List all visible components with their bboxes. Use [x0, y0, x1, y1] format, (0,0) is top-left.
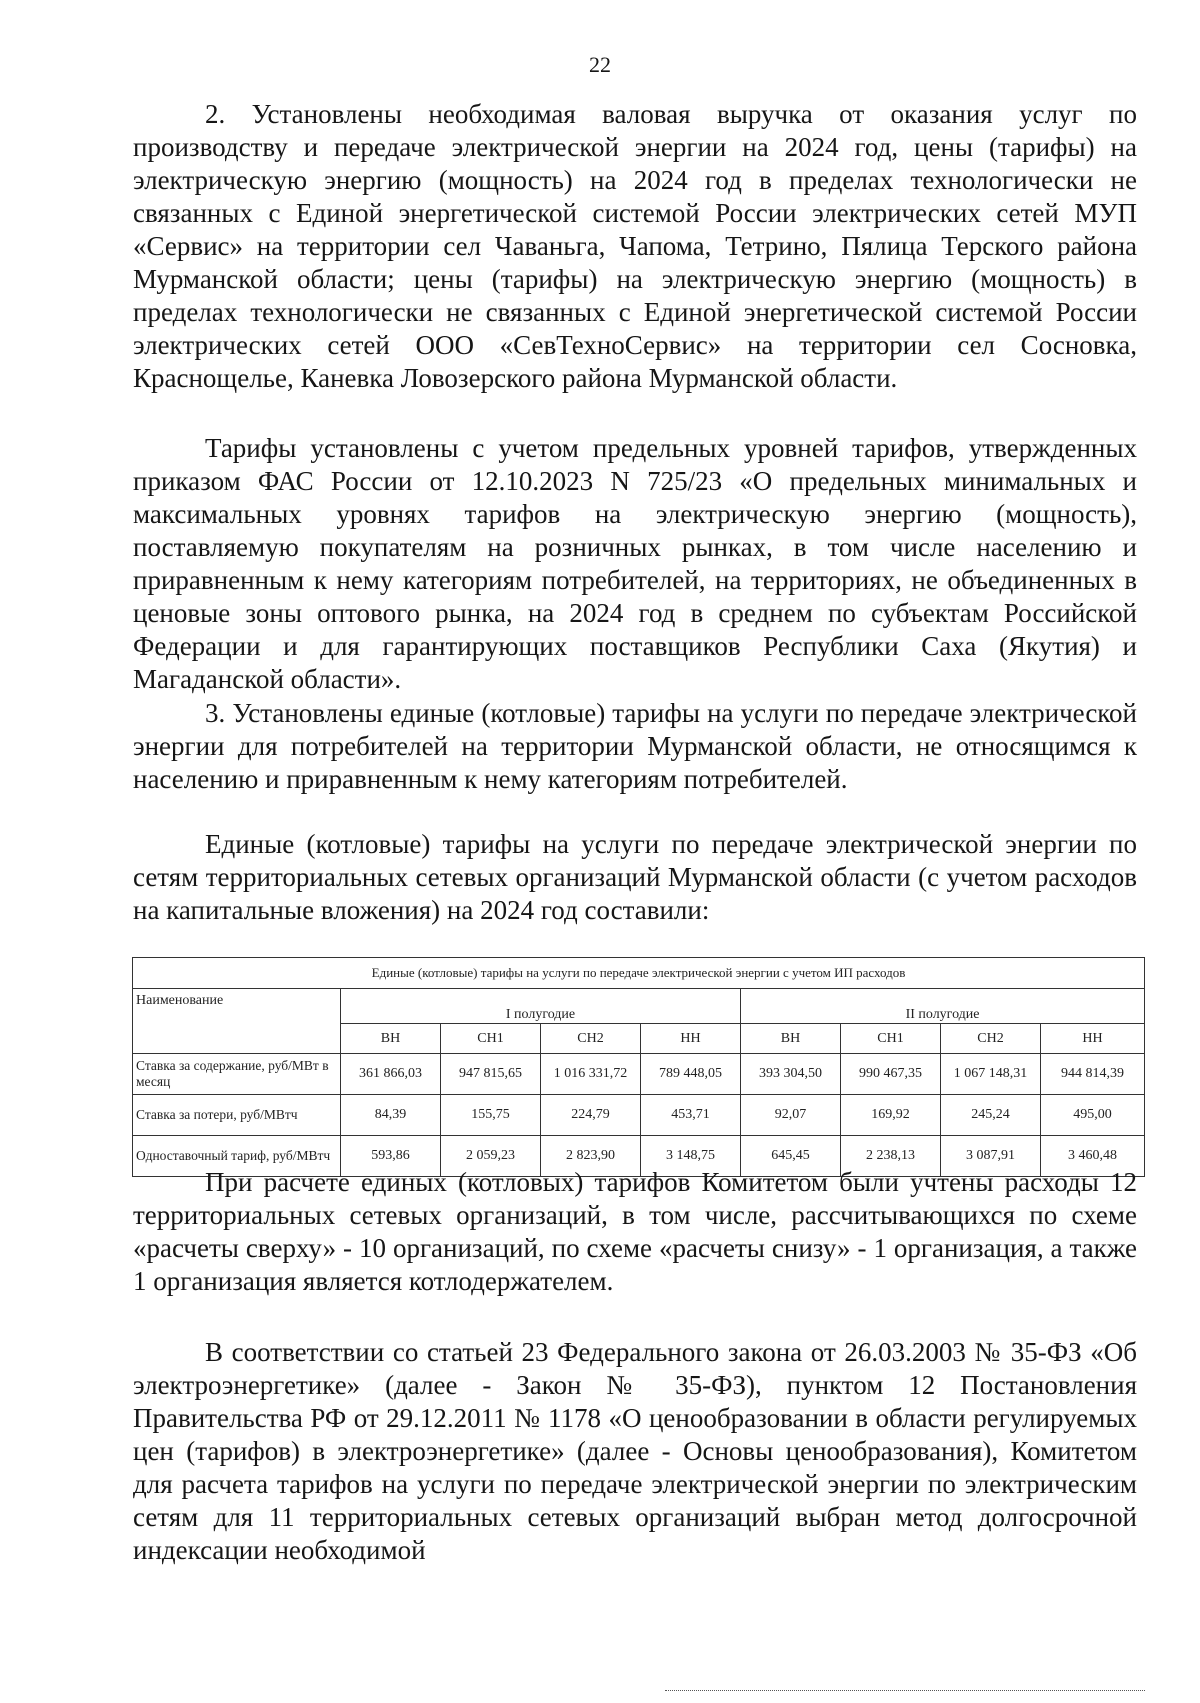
table-cell: 155,75: [441, 1095, 541, 1136]
table-cell: 393 304,50: [741, 1054, 841, 1095]
name-column-header: Наименование: [133, 989, 341, 1054]
table-cell: 169,92: [841, 1095, 941, 1136]
column-header: СН1: [441, 1024, 541, 1054]
second-half-year-header: II полугодие: [741, 989, 1145, 1024]
table-cell: 947 815,65: [441, 1054, 541, 1095]
table-cell: 1 067 148,31: [941, 1054, 1041, 1095]
table-cell: 2 238,13: [841, 1136, 941, 1177]
table-cell: 92,07: [741, 1095, 841, 1136]
paragraph-2: 2. Установлены необходимая валовая выручка от оказания услуг по производству и передаче электрической энергии на 2024 год, цены (тарифы) на электрическую энергию (мощность) на 2024 год в пределах технологически не связанных с Единой энергетической системой России электрических сетей МУП «Сервис» на территории сел Чаваньга, Чапома, Тетрино, Пялица Терского района Мурманской области; цены (тарифы) на электрическую энергию (мощность) в пределах технологически не связанных с Единой энергетической системой России электрических сетей ООО «СевТехноСервис» на территории сел Сосновка, Краснощелье, Каневка Ловозерского района Мурманской области.: [133, 99, 1137, 393]
table-cell: 990 467,35: [841, 1054, 941, 1095]
table-cell: 645,45: [741, 1136, 841, 1177]
column-header: ВН: [741, 1024, 841, 1054]
page-bottom-line: [665, 1690, 1145, 1691]
table-row: [133, 1054, 1145, 1095]
table-cell: 1 016 331,72: [541, 1054, 641, 1095]
paragraph-calculation: При расчете единых (котловых) тарифов Комитетом были учтены расходы 12 территориальных сетевых организаций, в том числе, рассчитывающихся по схеме «расчеты сверху» - 10 организаций, по схеме «расчеты снизу» - 1 организация, а также 1 организация является котлодержателем.: [133, 1167, 1137, 1296]
table-cell: 361 866,03: [341, 1054, 441, 1095]
paragraph-law-reference: В соответствии со статьей 23 Федерального закона от 26.03.2003 № 35-ФЗ «Об электроэнергетике» (далее - Закон № 35-ФЗ), пунктом 12 Постановления Правительства РФ от 29.12.2011 № 1178 «О ценообразовании в области регулируемых цен (тарифов) в электроэнергетике» (далее - Основы ценообразования), Комитетом для расчета тарифов на услуги по передаче электрической энергии по электрическим сетям для 11 территориальных сетевых организаций выбран метод долгосрочной индексации необходимой: [133, 1337, 1137, 1565]
row-label: Одноставочный тариф, руб/МВтч: [133, 1136, 341, 1177]
table-cell: 84,39: [341, 1095, 441, 1136]
row-label: Ставка за содержание, руб/МВт в месяц: [133, 1054, 341, 1095]
first-half-year-header: I полугодие: [341, 989, 741, 1024]
column-header: НН: [1041, 1024, 1145, 1054]
table-cell: 495,00: [1041, 1095, 1145, 1136]
table-row: [133, 1095, 1145, 1136]
paragraph-boiler-tariffs: Единые (котловые) тарифы на услуги по передаче электрической энергии по сетям территориальных сетевых организаций Мурманской области (с учетом расходов на капитальные вложения) на 2024 год составили:: [133, 829, 1137, 925]
table-cell: 3 087,91: [941, 1136, 1041, 1177]
table-cell: 789 448,05: [641, 1054, 741, 1095]
column-header: СН2: [541, 1024, 641, 1054]
column-header: СН1: [841, 1024, 941, 1054]
table-cell: 224,79: [541, 1095, 641, 1136]
page-number: 22: [589, 52, 611, 77]
paragraph-tariffs-basis: Тарифы установлены с учетом предельных уровней тарифов, утвержденных приказом ФАС России от 12.10.2023 N 725/23 «О предельных минимальных и максимальных уровнях тарифов на электрическую энергию (мощность), поставляемую покупателям на розничных рынках, в том числе населению и приравненным к нему категориям потребителей, на территориях, не объединенных в ценовые зоны оптового рынка, на 2024 год в среднем по субъектам Российской Федерации и для гарантирующих поставщиков Республики Саха (Якутия) и Магаданской области».: [133, 433, 1137, 694]
table-cell: 593,86: [341, 1136, 441, 1177]
table-cell: 2 823,90: [541, 1136, 641, 1177]
paragraph-3: 3. Установлены единые (котловые) тарифы на услуги по передаче электрической энергии для потребителей на территории Мурманской области, не относящимся к населению и приравненным к нему категориям потребителей.: [133, 698, 1137, 794]
tariff-table: [132, 957, 1145, 1177]
table-cell: 3 460,48: [1041, 1136, 1145, 1177]
column-header: СН2: [941, 1024, 1041, 1054]
tariff-table-container: [132, 957, 1144, 1177]
table-cell: 453,71: [641, 1095, 741, 1136]
table-caption: Единые (котловые) тарифы на услуги по передаче электрической энергии с учетом ИП расходов: [133, 958, 1145, 989]
row-label: Ставка за потери, руб/МВтч: [133, 1095, 341, 1136]
column-header: НН: [641, 1024, 741, 1054]
column-header: ВН: [341, 1024, 441, 1054]
table-cell: 245,24: [941, 1095, 1041, 1136]
table-cell: 2 059,23: [441, 1136, 541, 1177]
table-cell: 944 814,39: [1041, 1054, 1145, 1095]
table-cell: 3 148,75: [641, 1136, 741, 1177]
